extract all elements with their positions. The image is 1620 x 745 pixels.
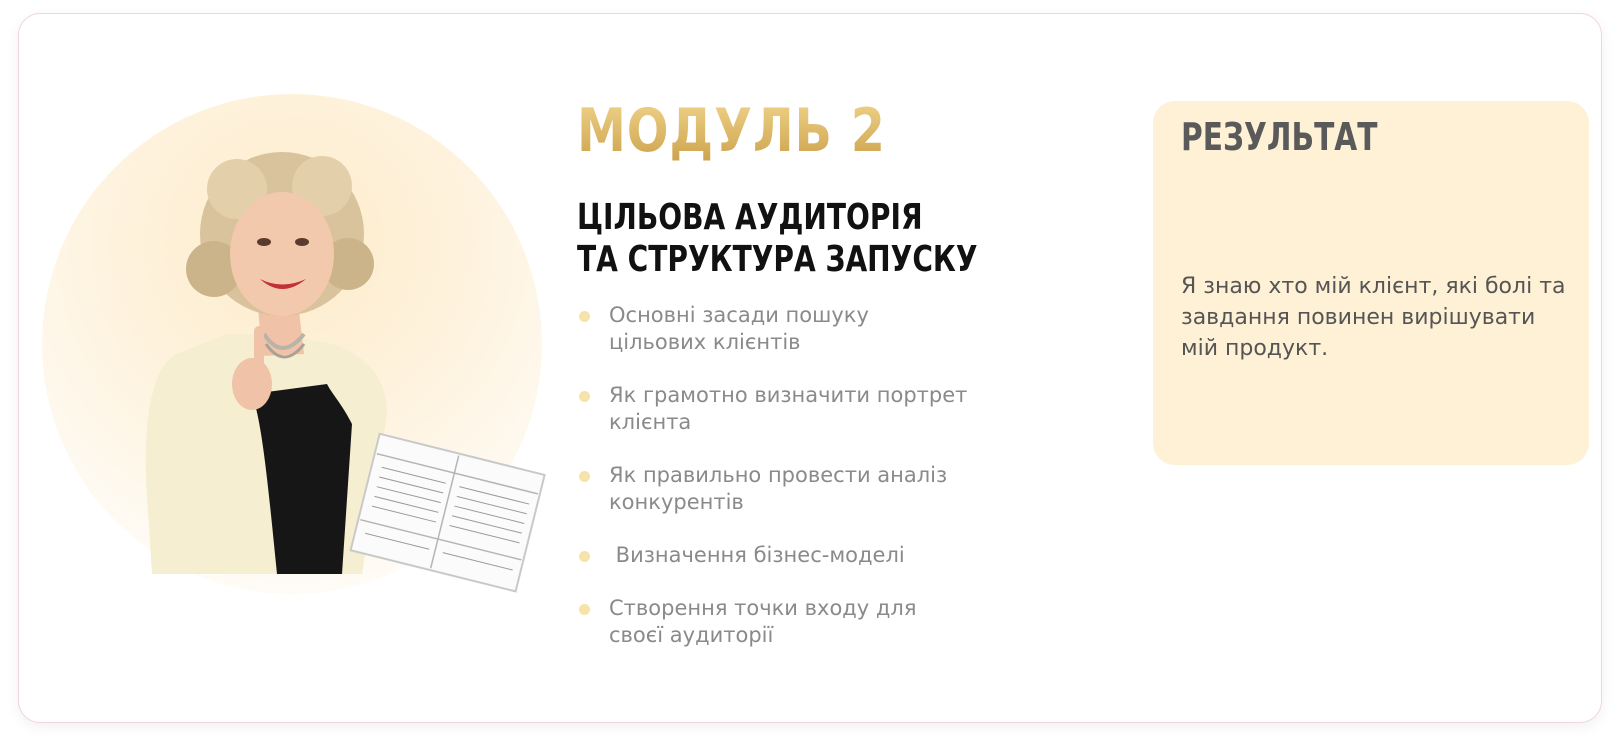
- bullet-dot-icon: [579, 551, 590, 562]
- subtitle-line-1: ЦІЛЬОВА АУДИТОРІЯ: [577, 197, 923, 238]
- module-subtitle: [577, 197, 978, 281]
- list-item: Створення точки входу для своєї аудиторії: [579, 595, 979, 649]
- module-card: [18, 13, 1602, 723]
- subtitle-line-2: ТА СТРУКТУРА ЗАПУСКУ: [577, 239, 978, 280]
- bullet-dot-icon: [579, 311, 590, 322]
- result-text: Я знаю хто мій клієнт, які болі та завдання повинен вирішувати мій продукт.: [1181, 274, 1566, 361]
- bullet-dot-icon: [579, 471, 590, 482]
- result-title: РЕЗУЛЬТАТ: [1181, 115, 1378, 159]
- bullet-dot-icon: [579, 391, 590, 402]
- module-title: МОДУЛЬ 2: [577, 96, 886, 166]
- topics-list: [579, 302, 979, 675]
- list-item: Як грамотно визначити портрет клієнта: [579, 382, 979, 436]
- presenter-photo: [42, 94, 562, 614]
- list-item: Як правильно провести аналіз конкурентів: [579, 462, 979, 516]
- bullet-dot-icon: [579, 604, 590, 615]
- presenter-figure: [42, 94, 562, 614]
- list-item: Визначення бізнес-моделі: [579, 542, 979, 569]
- list-item: Основні засади пошуку цільових клієнтів: [579, 302, 979, 356]
- result-box: [1153, 101, 1589, 465]
